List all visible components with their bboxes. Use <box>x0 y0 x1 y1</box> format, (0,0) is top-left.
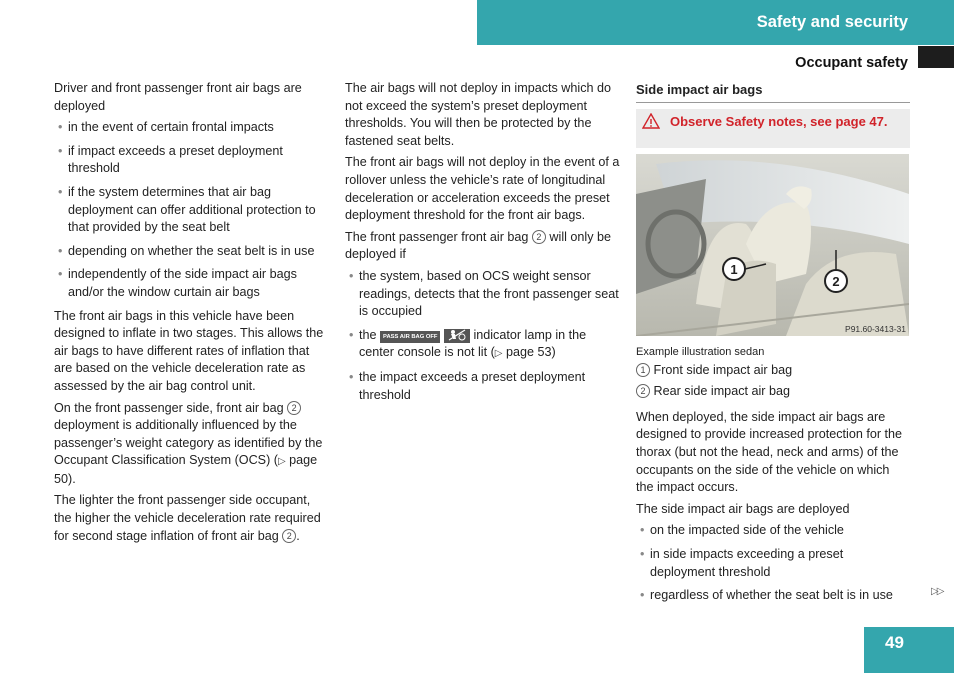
list-item: • in side impacts exceeding a preset deployment threshold <box>636 546 910 581</box>
thumb-tab <box>918 46 954 68</box>
pass-airbag-off-lamp: PASS AIR BAG OFF <box>380 331 440 343</box>
safety-warning-box <box>636 109 910 148</box>
side-airbag-description: When deployed, the side impact air bags are designed to provide increased protection for the thorax (but not the head, neck and arms) of the occupants on the side of the vehicle on which the impact occurs. <box>636 409 903 495</box>
warning-text: Observe Safety notes, see page 47. <box>670 113 888 129</box>
side-airbag-deploy-intro: The side impact air bags are deployed <box>636 501 850 516</box>
rollover-paragraph: The front air bags will not deploy in the event of a rollover unless the vehicle’s rate of longitudinal deceleration or acceleration exceeds the preset deployment threshold for the front air bags. <box>345 155 620 223</box>
section-title: Safety and security <box>756 13 908 31</box>
callout-number: 2 <box>282 529 296 543</box>
warning-triangle-icon <box>642 113 660 135</box>
side-impact-heading: Side impact air bags <box>636 80 910 103</box>
legend-item-1: 1 Front side impact air bag <box>636 362 910 380</box>
list-item: • the system, based on OCS weight sensor readings, detects that the front passenger seat is occupied <box>345 268 621 321</box>
continued-arrow-icon: ▷▷ <box>931 586 943 597</box>
airbag-off-icon <box>444 329 470 343</box>
callout-number: 2 <box>287 401 301 415</box>
column-1 <box>54 80 330 549</box>
callout-number: 2 <box>636 384 650 398</box>
image-code: P91.60-3413-31 <box>845 323 906 334</box>
side-airbag-conditions-list <box>636 522 910 604</box>
page-number: 49 <box>885 633 904 652</box>
list-item: • regardless of whether the seat belt is in use <box>636 587 910 605</box>
list-item: • if the system determines that air bag deployment can offer additional protection to that provided by the seat belt <box>54 184 330 237</box>
ocs-paragraph: On the front passenger side, front air bag 2 deployment is additionally influenced by the passenger’s weight category as identified by the Occupant Classification System (OCS) (▷ page 50). <box>54 400 323 486</box>
lighter-occupant-paragraph: The lighter the front passenger side occupant, the higher the vehicle deceleration rate required for second stage inflation of front air bag 2 . <box>54 493 321 543</box>
page-ref-arrow-icon: ▷ <box>494 348 503 360</box>
subsection-title: Occupant safety <box>795 55 908 71</box>
image-caption: Example illustration sedan <box>636 345 765 358</box>
callout-number: 2 <box>532 230 546 244</box>
intro-paragraph: Driver and front passenger front air bags are deployed <box>54 81 302 113</box>
list-item: • if impact exceeds a preset deployment threshold <box>54 143 330 178</box>
deployment-conditions-list <box>54 119 330 301</box>
page-number-box <box>864 627 954 673</box>
legend-item-2: 2 Rear side impact air bag <box>636 383 910 401</box>
page-reference-link[interactable]: page 50). <box>54 453 318 486</box>
page-ref-arrow-icon: ▷ <box>277 456 286 468</box>
page-reference-link[interactable]: page 53) <box>506 345 556 360</box>
passenger-airbag-paragraph: The front passenger front air bag 2 will only be deployed if <box>345 229 612 262</box>
list-item: • on the impacted side of the vehicle <box>636 522 910 540</box>
column-2 <box>345 80 621 410</box>
callout-1-label: 1 <box>730 261 738 277</box>
list-item: • depending on whether the seat belt is in use <box>54 243 330 261</box>
two-stage-paragraph: The front air bags in this vehicle have been designed to inflate in two stages. This allows the air bags to have different rates of inflation that are based on the vehicle deceleration rate as assessed by the air bag control unit. <box>54 308 324 393</box>
section-header-bar <box>477 0 954 45</box>
list-item: • in the event of certain frontal impacts <box>54 119 330 137</box>
callout-2-label: 2 <box>832 273 840 289</box>
airbag-illustration-image <box>636 154 909 336</box>
list-item: • the impact exceeds a preset deployment threshold <box>345 369 621 404</box>
list-item: • the PASS AIR BAG OFF indicator lamp in the center console is not lit (▷ page 53) <box>345 327 621 363</box>
passenger-conditions-list <box>345 268 621 404</box>
list-item: • independently of the side impact air bags and/or the window curtain air bags <box>54 266 330 301</box>
column-3 <box>636 80 910 611</box>
callout-number: 1 <box>636 363 650 377</box>
threshold-paragraph: The air bags will not deploy in impacts which do not exceed the system’s preset deployment thresholds. You will then be protected by the fastened seat belts. <box>345 81 611 148</box>
